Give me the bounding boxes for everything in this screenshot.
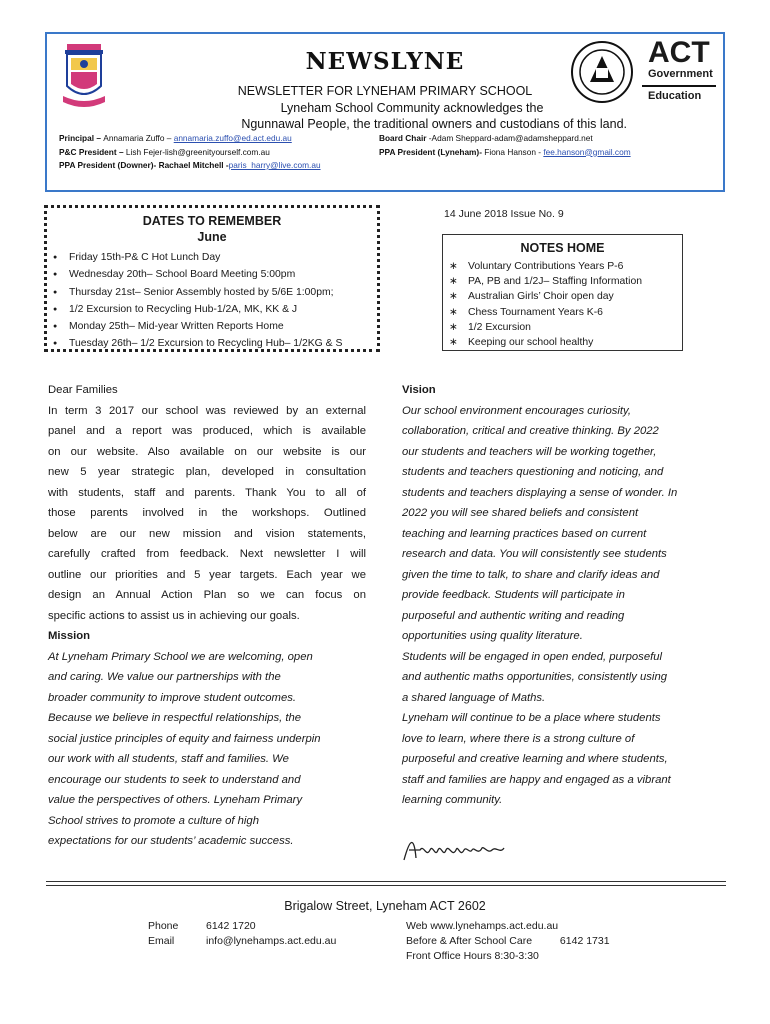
pc-president-contact: P&C President – Lish Fejer-lish@greenityourself.com.au (59, 146, 270, 157)
date-item-continued: ● 1/2 Excursion to Recycling Hub-1/2A, MK, KK & J (53, 301, 375, 318)
note-item: ∗ Chess Tournament Years K-6 (449, 305, 642, 320)
text-line: collaboration, critical and creative thinking. By 2022 (402, 425, 659, 437)
text-line: expectations for our students’ academic success. (48, 835, 294, 847)
letter-right-column (402, 380, 722, 811)
before-after-care: Before & After School Care 6142 1731 (406, 935, 610, 947)
text-line: Students will be engaged in open ended, purposeful (402, 650, 663, 663)
footer-contact-labels (148, 919, 178, 949)
note-item: ∗ PA, PB and 1/2J– Staffing Information (449, 274, 642, 289)
mission-heading: Mission (48, 630, 91, 642)
text-line: research and data. You will consistently see students (402, 548, 667, 560)
text-line: Because we believe in respectful relationships, the (48, 712, 302, 724)
note-item: ∗ Voluntary Contributions Years P-6 (449, 259, 642, 274)
act-logo-text: ACT (648, 36, 710, 69)
mission-statement (48, 647, 366, 852)
notes-home-box (442, 234, 683, 351)
footer-rule-top (46, 881, 726, 882)
act-logo-government: Government (648, 68, 713, 80)
text-line: students and teachers displaying a sense of wonder. In (402, 486, 678, 499)
text-line: At Lyneham Primary School we are welcoming, open (48, 650, 313, 663)
text-line: our students and teachers will be working together, (402, 445, 657, 458)
text-line: our work with all students, staff and families. We (48, 753, 289, 765)
date-item: ● Monday 25th– Mid-year Written Reports Home (53, 318, 375, 335)
date-item: ● Wednesday 20th– School Board Meeting 5:00pm (53, 266, 375, 283)
email-value[interactable]: info@lynehamps.act.edu.au (206, 935, 337, 947)
contacts-right (379, 132, 631, 159)
text-line: specific actions to assist us in achieving our goals. (48, 609, 300, 622)
text-line: given the time to talk, to share and clarify ideas and (402, 568, 660, 581)
act-logo-education: Education (648, 90, 702, 102)
dates-to-remember-box (44, 205, 380, 352)
phone-label: Phone (148, 920, 179, 932)
text-line: and caring. We value our partnerships with the (48, 671, 281, 683)
email-label: Email (148, 935, 175, 947)
text-line: opportunities using quality literature. (402, 630, 583, 642)
text-line: new 5 year strategic plan, developed in consultation (48, 466, 366, 478)
text-line: those parents involved in the workshops. Outlined (48, 507, 366, 519)
text-line: In term 3 2017 our school was reviewed by an external (48, 404, 366, 417)
text-line: Our school environment encourages curiosity, (402, 404, 631, 417)
text-line: encourage our students to seek to understand and (48, 773, 301, 786)
text-line: provide feedback. Students will participate in (402, 589, 625, 601)
text-line: value the perspectives of others. Lyneham Primary (48, 794, 303, 806)
newsletter-title: NEWSLYNE (305, 48, 465, 75)
notes-home-title: NOTES HOME (520, 241, 605, 255)
text-line: students and teachers questioning and noticing, and (402, 466, 664, 478)
principal-email-link[interactable]: annamaria.zuffo@ed.act.edu.au (173, 133, 292, 143)
contacts-left (59, 132, 321, 173)
acknowledgement-line-2: Ngunnawal People, the traditional owners and custodians of this land. (241, 117, 627, 131)
vision-heading: Vision (402, 384, 436, 396)
date-item: ● Friday 15th-P& C Hot Lunch Day (53, 249, 375, 266)
text-line: below are our new mission and vision statements, (48, 527, 366, 540)
footer-contact-values (206, 919, 336, 949)
acknowledgement-line-1: Lyneham School Community acknowledges the (280, 101, 544, 115)
text-line: with students, staff and parents. Thank You to all of (48, 486, 366, 499)
notes-home-list (449, 259, 642, 350)
web-address[interactable]: Web www.lynehamps.act.edu.au (406, 920, 559, 932)
text-line: outline our priorities and 5 year targets. Each year we (48, 568, 366, 581)
phone-value: 6142 1720 (206, 920, 256, 932)
vision-statement (402, 401, 722, 811)
dates-list (53, 249, 375, 353)
note-item: ∗ Keeping our school healthy (449, 335, 642, 350)
school-address: Brigalow Street, Lyneham ACT 2602 (284, 899, 486, 913)
principal-signature (400, 834, 510, 864)
masthead (45, 32, 725, 192)
date-item: ● Tuesday 26th– 1/2 Excursion to Recycling Hub– 1/2KG & S (53, 335, 375, 352)
text-line: on our website. Also available on our website is our (48, 445, 366, 458)
text-line: School strives to promote a culture of high (48, 814, 259, 827)
text-line: broader community to improve student outcomes. (48, 691, 297, 704)
ppa-downer-email-link[interactable]: paris_harry@live.com.au (228, 160, 321, 170)
newsletter-subtitle: NEWSLETTER FOR LYNEHAM PRIMARY SCHOOL (237, 84, 533, 98)
text-line: 2022 you will see shared beliefs and consistent (402, 507, 639, 519)
note-item: ∗ Australian Girls’ Choir open day (449, 289, 642, 304)
ppa-downer-contact: PPA President (Downer)- Rachael Mitchell -paris_harry@live.com.au (59, 160, 321, 170)
text-line: design an Annual Action Plan so we can focus on (48, 589, 366, 601)
text-line: purposeful and authentic writing and reading (402, 609, 625, 622)
text-line: a shared language of Maths. (402, 691, 546, 704)
text-line: social justice principles of equity and fairness underpin (48, 732, 321, 745)
greeting: Dear Families (48, 384, 118, 396)
text-line: and authentic maths opportunities, consistently using (402, 671, 668, 683)
text-line: carefully crafted from feedback. Next newsletter I will (48, 548, 366, 560)
principal-contact: Principal – Annamaria Zuffo – annamaria.zuffo@ed.act.edu.au (59, 133, 292, 143)
text-line: love to learn, where there is a strong culture of (402, 732, 635, 745)
office-hours: Front Office Hours 8:30-3:30 (406, 950, 539, 962)
letter-left-column (48, 380, 366, 852)
board-chair-contact: Board Chair -Adam Sheppard-adam@adamsheppard.net (379, 133, 593, 143)
ppa-lyneham-email-link[interactable]: fee.hanson@gmail.com (543, 146, 631, 157)
ppa-lyneham-contact: PPA President (Lyneham)- Fiona Hanson - fee.hanson@gmail.com (379, 146, 631, 157)
footer-right-info (406, 919, 610, 964)
text-line: purposeful and creative learning and where students, (402, 753, 668, 765)
dates-month: June (197, 230, 227, 244)
act-government-logo (568, 38, 718, 108)
date-item: ● Thursday 21st– Senior Assembly hosted by 5/6E 1:00pm; (53, 284, 375, 301)
text-line: staff and families are happy and engaged as a vibrant (402, 773, 671, 786)
issue-date: 14 June 2018 Issue No. 9 (444, 208, 564, 220)
letter-body (48, 401, 366, 627)
footer-rule-bottom (46, 885, 726, 886)
note-item: ∗ 1/2 Excursion (449, 320, 642, 335)
text-line: learning community. (402, 794, 503, 806)
dates-title: DATES TO REMEMBER (142, 214, 282, 228)
text-line: teaching and learning practices based on current (402, 527, 647, 540)
text-line: Lyneham will continue to be a place where students (402, 712, 661, 724)
text-line: panel and a report was produced, which is available (48, 425, 366, 437)
